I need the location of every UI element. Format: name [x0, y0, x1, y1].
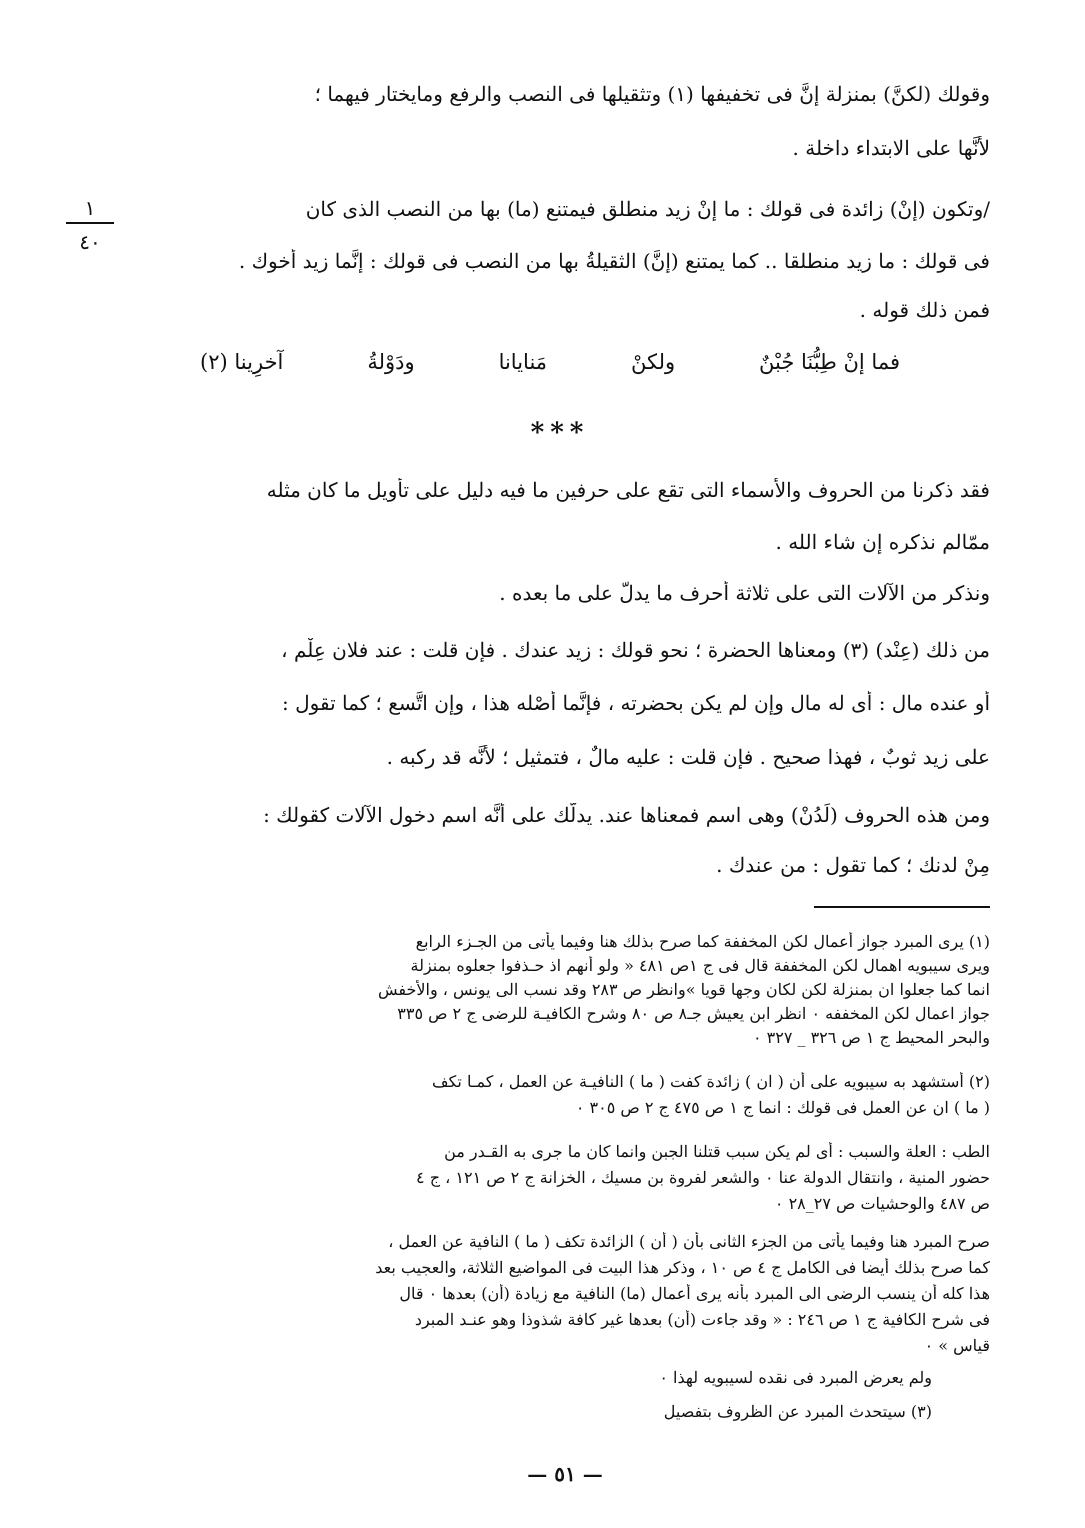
- footnote-line: ولم يعرض المبرد فى نقده لسيبويه لهذا ٠: [659, 1368, 932, 1387]
- text-line: أو عنده مال : أى له مال وإن لم يكن بحضرته ، فإنَّما أصْله هذا ، وإن اتَّسع ؛ كما تقول :: [282, 691, 990, 715]
- footnote-line: صرح المبرد هنا وفيما يأتى من الجزء الثانى بأن ( أن ) الزائدة تكف ( ما ) النافية عن العمل ،: [388, 1232, 990, 1251]
- footnote-line: (٢) أستشهد به سيبويه على أن ( ان ) زائدة كفت ( ما ) النافيـة عن العمل ، كمـا تكف: [432, 1072, 990, 1091]
- footnote-line: حضور المنية ، وانتقال الدولة عنا ٠ والشعر لفروة بن مسيك ، الخزانة ج ٢ ص ١٢١ ، ج ٤: [416, 1168, 990, 1187]
- text-line: فى قولك : ما زيد منطلقا .. كما يمتنع (إنَّ) الثقيلةُ بها من النصب فى قولك : إنَّما زيد أخوك .: [238, 249, 990, 273]
- footnote-line: ويرى سيبويه اهمال لكن المخففة قال فى ج ١ص ٤٨١ « ولو أنهم اذ حـذفوا جعلوه بمنزلة: [410, 956, 990, 975]
- margin-page-number: ٤٠: [79, 230, 101, 254]
- text-line: على زيد ثوبٌ ، فهذا صحيح . فإن قلت : عليه مالٌ ، فتمثيل ؛ لأنَّه قد ركبه .: [386, 745, 990, 769]
- verse-segment: ولكنْ: [630, 350, 676, 374]
- verse-segment: فما إنْ طِبُّنَا جُبْنٌ: [759, 350, 900, 374]
- footnote-line: والبحر المحيط ج ١ ص ٣٢٦ _ ٣٢٧ ٠: [752, 1028, 990, 1047]
- page-number: — ٥١ —: [527, 1462, 603, 1486]
- footnote-line: كما صرح بذلك أيضا فى الكامل ج ٤ ص ١٠ ، وذكر هذا البيت فى المواضيع الثلاثة، والعجيب بعد: [375, 1258, 990, 1277]
- footnote-line: (١) يرى المبرد جواز أعمال لكن المخففة كما صرح بذلك هنا وفيما يأتى من الجـزء الرابع: [415, 932, 990, 951]
- text-line: فقد ذكرنا من الحروف والأسماء التى تقع على حرفين ما فيه دليل على تأويل ما كان مثله: [266, 478, 990, 502]
- text-line: ومن هذه الحروف (لَدُنْ) وهى اسم فمعناها عند. يدلُّك على أنَّه اسم دخول الآلات كقولك :: [263, 803, 990, 827]
- verse-segment: ودَوْلةُ: [367, 350, 415, 374]
- section-separator: ***: [530, 418, 590, 448]
- text-line: من ذلك (عِنْد) (٣) ومعناها الحضرة ؛ نحو قولك : زيد عندك . فإن قلت : عند فلان عِلْم ،: [281, 638, 990, 662]
- verse-segment: آخرِينا (٢): [200, 350, 284, 374]
- text-line: مِنْ لدنك ؛ كما تقول : من عندك .: [716, 853, 990, 877]
- text-line: لأنَّها على الابتداء داخلة .: [792, 136, 990, 160]
- footnote-line: الطب : العلة والسبب : أى لم يكن سبب قتلنا الجبن وانما كان ما جرى به القـدر من: [444, 1142, 990, 1161]
- text-line: فمن ذلك قوله .: [859, 298, 990, 322]
- main-text: [132, 0, 990, 900]
- text-line: ممّالم نذكره إن شاء الله .: [775, 530, 990, 554]
- text-line: /وتكون (إنْ) زائدة فى قولك : ما إنْ زيد منطلق فيمتنع (ما) بها من النصب الذى كان: [305, 197, 990, 221]
- footnote-line: فى شرح الكافية ج ١ ص ٢٤٦ : « وقد جاءت (أن) بعدها غير كافة شذوذا وهو عنـد المبرد: [414, 1310, 990, 1329]
- footnote-line: قياس » ٠: [924, 1336, 990, 1355]
- text-line: ونذكر من الآلات التى على ثلاثة أحرف ما يدلّ على ما بعده .: [499, 581, 990, 605]
- poetry-verse: [200, 350, 900, 374]
- footnote-line: هذا كله أن ينسب الرضى الى المبرد بأنه يرى أعمال (ما) النافية مع زيادة (أن) بعدها ٠ قال: [399, 1284, 990, 1303]
- margin-volume-number: ١: [66, 196, 114, 224]
- footnote-line: ص ٤٨٧ والوحشيات ص ٢٧_٢٨ ٠: [774, 1194, 990, 1213]
- footnote-line: (٣) سيتحدث المبرد عن الظروف بتفصيل: [663, 1402, 932, 1421]
- footnote-line: انما كما جعلوا ان بمنزلة لكن لكان وجها قويا »وانظر ص ٢٨٣ وقد نسب الى يونس ، والأخفش: [378, 980, 990, 999]
- footnote-line: جواز اعمال لكن المخففه ٠ انظر ابن يعيش جـ٨ ص ٨٠ وشرح الكافيـة للرضى ج ٢ ص ٣٣٥: [397, 1004, 990, 1023]
- margin-page-reference: [66, 196, 114, 254]
- verse-segment: مَنايانا: [498, 350, 548, 374]
- footnote-line: ( ما ) ان عن العمل فى قولك : انما ج ١ ص ٤٧٥ ج ٢ ص ٣٠٥ ٠: [575, 1098, 990, 1117]
- text-line: وقولك (لكنَّ) بمنزلة إنَّ فى تخفيفها (١) وتثقيلها فى النصب والرفع ومايختار فيهما ؛: [314, 82, 990, 106]
- footnote-divider: [814, 906, 990, 908]
